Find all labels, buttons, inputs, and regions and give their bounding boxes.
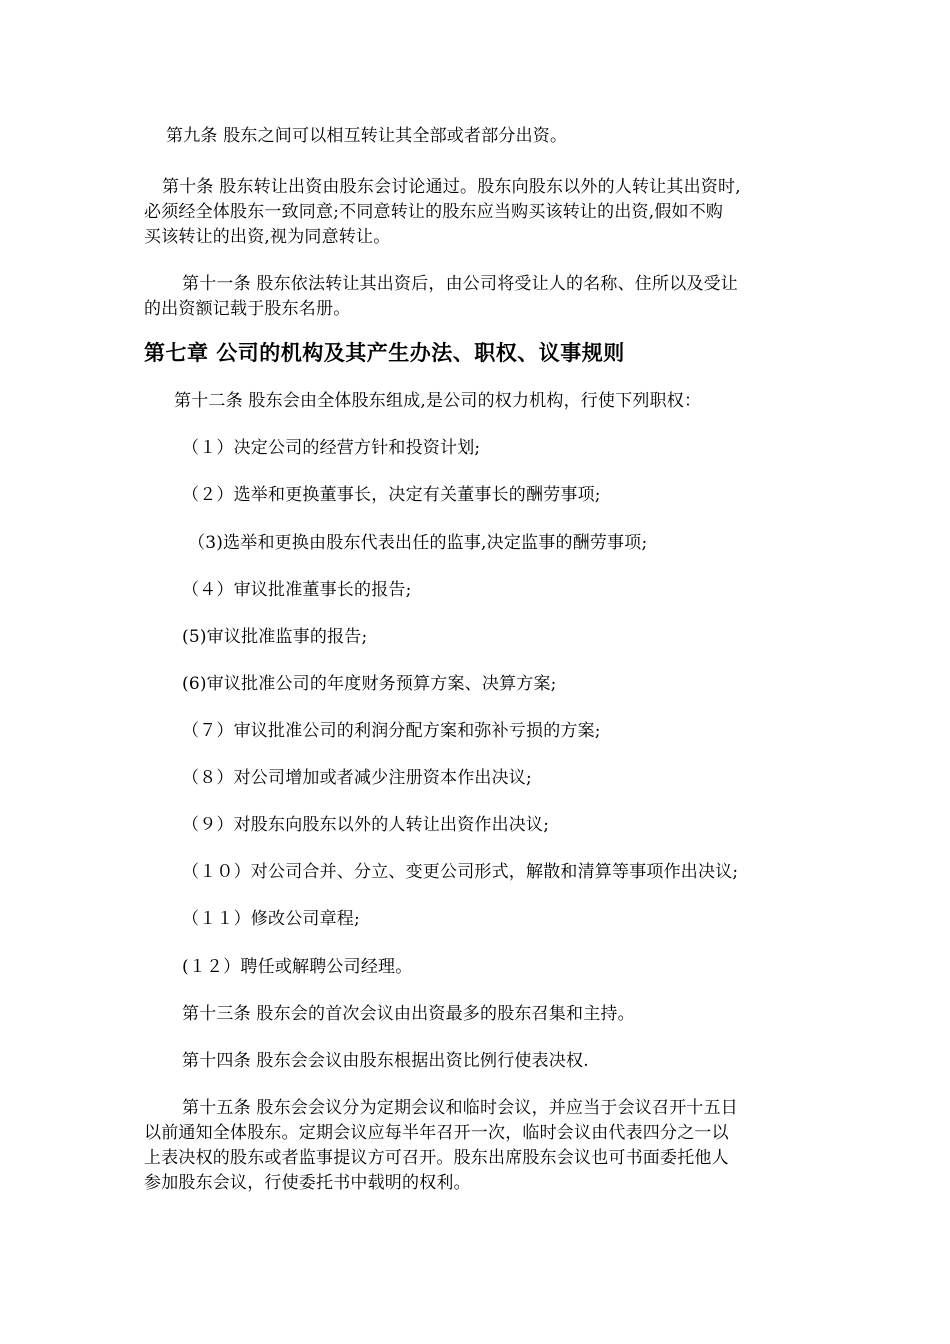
- list-item: （3)选举和更换由股东代表出任的监事,决定监事的酬劳事项;: [188, 533, 648, 553]
- article-9: 第九条 股东之间可以相互转让其全部或者部分出资。: [166, 126, 568, 146]
- list-item: （１１）修改公司章程;: [182, 909, 360, 929]
- article-14: 第十四条 股东会会议由股东根据出资比例行使表决权.: [182, 1051, 589, 1071]
- chapter-7-heading: 第七章 公司的机构及其产生办法、职权、议事规则: [144, 341, 625, 365]
- article-15-line-3: 上表决权的股东或者监事提议方可召开。股东出席股东会议也可书面委托他人: [144, 1148, 729, 1168]
- article-10-line-2: 必须经全体股东一致同意;不同意转让的股东应当购买该转让的出资,假如不购: [144, 202, 724, 222]
- list-item: （４）审议批准董事长的报告;: [182, 580, 412, 600]
- article-10-line-1: 第十条 股东转让出资由股东会讨论通过。股东向股东以外的人转让其出资时,: [162, 177, 741, 197]
- article-11-line-1: 第十一条 股东依法转让其出资后，由公司将受让人的名称、住所以及受让: [182, 274, 739, 294]
- list-item: （８）对公司增加或者减少注册资本作出决议;: [182, 768, 532, 788]
- list-item: （１）决定公司的经营方针和投资计划;: [182, 438, 481, 458]
- list-item: (5)审议批准监事的报告;: [182, 627, 368, 647]
- article-10-line-3: 买该转让的出资,视为同意转让。: [144, 227, 391, 247]
- article-15-line-4: 参加股东会议，行使委托书中载明的权利。: [144, 1173, 471, 1193]
- article-12: 第十二条 股东会由全体股东组成,是公司的权力机构，行使下列职权：: [174, 391, 702, 411]
- list-item: （１０）对公司合并、分立、变更公司形式，解散和清算等事项作出决议;: [182, 862, 739, 882]
- list-item: （９）对股东向股东以外的人转让出资作出决议;: [182, 815, 550, 835]
- list-item: (6)审议批准公司的年度财务预算方案、决算方案;: [182, 674, 557, 694]
- article-15-line-2: 以前通知全体股东。定期会议应每半年召开一次，临时会议由代表四分之一以: [144, 1123, 729, 1143]
- article-15-line-1: 第十五条 股东会会议分为定期会议和临时会议，并应当于会议召开十五日: [182, 1098, 739, 1118]
- list-item: (１２）聘任或解聘公司经理。: [182, 957, 413, 977]
- article-11-line-2: 的出资额记载于股东名册。: [144, 299, 351, 319]
- article-13: 第十三条 股东会的首次会议由出资最多的股东召集和主持。: [182, 1004, 635, 1024]
- list-item: （２）选举和更换董事长，决定有关董事长的酬劳事项;: [182, 485, 601, 505]
- list-item: （７）审议批准公司的利润分配方案和弥补亏损的方案;: [182, 721, 601, 741]
